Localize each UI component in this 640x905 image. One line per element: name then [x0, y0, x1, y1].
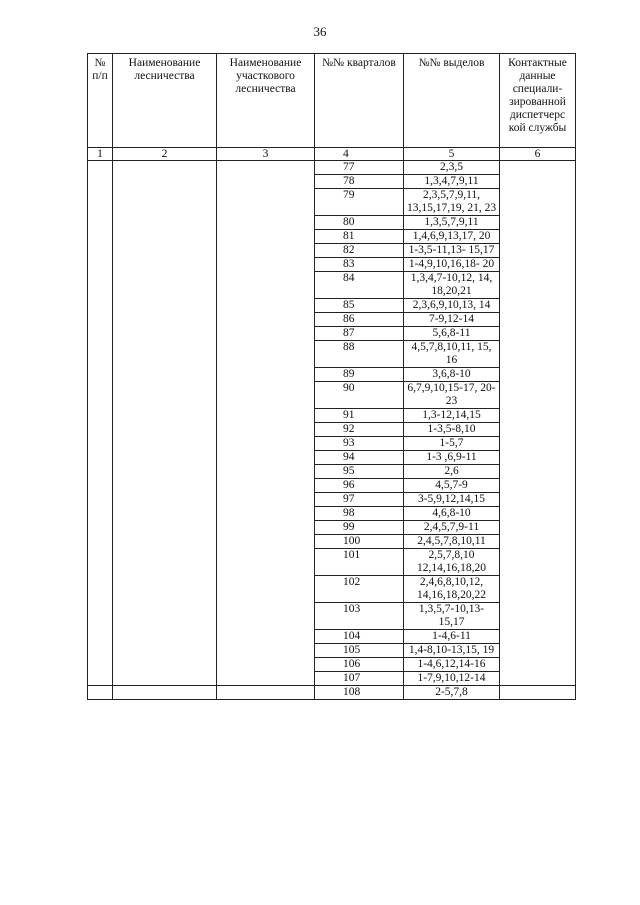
contacts-cell — [500, 161, 576, 686]
plots-cell: 4,5,7-9 — [404, 479, 500, 493]
plots-cell: 2,4,6,8,10,12, 14,16,18,20,22 — [404, 576, 500, 603]
quarter-cell: 91 — [315, 409, 404, 423]
quarter-cell: 79 — [315, 189, 404, 216]
header-plots: №№ выделов — [404, 54, 500, 148]
column-number: 2 — [113, 148, 217, 161]
column-number: 6 — [500, 148, 576, 161]
plots-cell: 1-4,9,10,16,18- 20 — [404, 258, 500, 272]
table-body — [88, 148, 576, 700]
plots-cell: 1,4-8,10-13,15, 19 — [404, 644, 500, 658]
header-forestry: Наименование лесничества — [113, 54, 217, 148]
quarter-cell: 93 — [315, 437, 404, 451]
page-number: 36 — [313, 24, 327, 39]
column-number: 3 — [217, 148, 315, 161]
plots-cell: 2,3,5,7,9,11, 13,15,17,19, 21, 23 — [404, 189, 500, 216]
district-forestry-cell — [217, 161, 315, 686]
forestry-cell — [113, 161, 217, 686]
plots-cell: 1,3,4,7-10,12, 14, 18,20,21 — [404, 272, 500, 299]
plots-cell: 1-7,9,10,12-14 — [404, 672, 500, 686]
plots-cell: 1,3,5,7,9,11 — [404, 216, 500, 230]
district-forestry-cell — [217, 686, 315, 700]
plots-cell: 7-9,12-14 — [404, 313, 500, 327]
quarter-cell: 97 — [315, 493, 404, 507]
quarter-cell: 87 — [315, 327, 404, 341]
plots-cell: 2-5,7,8 — [404, 686, 500, 700]
quarter-cell: 83 — [315, 258, 404, 272]
quarter-cell: 82 — [315, 244, 404, 258]
quarter-cell: 101 — [315, 549, 404, 576]
table-row — [88, 686, 576, 700]
header-number: № п/п — [88, 54, 113, 148]
plots-cell: 1,3,4,7,9,11 — [404, 175, 500, 189]
number-cell — [88, 161, 113, 686]
quarter-cell: 90 — [315, 382, 404, 409]
quarter-cell: 96 — [315, 479, 404, 493]
quarter-cell: 106 — [315, 658, 404, 672]
quarter-cell: 78 — [315, 175, 404, 189]
plots-cell: 1,3-12,14,15 — [404, 409, 500, 423]
quarter-cell: 102 — [315, 576, 404, 603]
header-quarters: №№ кварталов — [315, 54, 404, 148]
plots-cell: 2,5,7,8,10 12,14,16,18,20 — [404, 549, 500, 576]
quarter-cell: 95 — [315, 465, 404, 479]
quarter-cell: 77 — [315, 161, 404, 175]
quarter-cell: 80 — [315, 216, 404, 230]
table-row — [88, 161, 576, 175]
plots-cell: 1-3,5-8,10 — [404, 423, 500, 437]
quarter-cell: 99 — [315, 521, 404, 535]
plots-cell: 1-4,6,12,14-16 — [404, 658, 500, 672]
plots-cell: 4,5,7,8,10,11, 15, 16 — [404, 341, 500, 368]
column-numbers-row — [88, 148, 576, 161]
plots-cell: 2,3,6,9,10,13, 14 — [404, 299, 500, 313]
plots-cell: 1,4,6,9,13,17, 20 — [404, 230, 500, 244]
plots-cell: 1,3,5,7-10,13- 15,17 — [404, 603, 500, 630]
plots-cell: 3-5,9,12,14,15 — [404, 493, 500, 507]
quarter-cell: 84 — [315, 272, 404, 299]
plots-cell: 1-5,7 — [404, 437, 500, 451]
quarter-cell: 104 — [315, 630, 404, 644]
quarter-cell: 94 — [315, 451, 404, 465]
plots-cell: 1-3,5-11,13- 15,17 — [404, 244, 500, 258]
quarter-cell: 100 — [315, 535, 404, 549]
plots-cell: 4,6,8-10 — [404, 507, 500, 521]
plots-cell: 3,6,8-10 — [404, 368, 500, 382]
plots-cell: 2,3,5 — [404, 161, 500, 175]
header-district-forestry: Наименование участкового лесничества — [217, 54, 315, 148]
plots-cell: 2,6 — [404, 465, 500, 479]
quarter-cell: 105 — [315, 644, 404, 658]
plots-cell: 6,7,9,10,15-17, 20-23 — [404, 382, 500, 409]
quarter-cell: 89 — [315, 368, 404, 382]
quarter-cell: 108 — [315, 686, 404, 700]
header-contacts: Контактные данные специали-зированной диспетчерс кой службы — [500, 54, 576, 148]
plots-cell: 2,4,5,7,8,10,11 — [404, 535, 500, 549]
quarter-cell: 88 — [315, 341, 404, 368]
plots-cell: 2,4,5,7,9-11 — [404, 521, 500, 535]
quarter-cell: 107 — [315, 672, 404, 686]
quarter-cell: 103 — [315, 603, 404, 630]
column-number: 1 — [88, 148, 113, 161]
quarter-cell: 81 — [315, 230, 404, 244]
column-number: 5 — [404, 148, 500, 161]
quarter-cell: 98 — [315, 507, 404, 521]
quarters-table — [87, 53, 576, 700]
table-header — [88, 54, 576, 148]
column-number: 4 — [315, 148, 404, 161]
plots-cell: 1-3 ,6,9-11 — [404, 451, 500, 465]
contacts-cell — [500, 686, 576, 700]
quarter-cell: 85 — [315, 299, 404, 313]
forestry-cell — [113, 686, 217, 700]
plots-cell: 5,6,8-11 — [404, 327, 500, 341]
number-cell — [88, 686, 113, 700]
quarter-cell: 92 — [315, 423, 404, 437]
plots-cell: 1-4,6-11 — [404, 630, 500, 644]
quarter-cell: 86 — [315, 313, 404, 327]
